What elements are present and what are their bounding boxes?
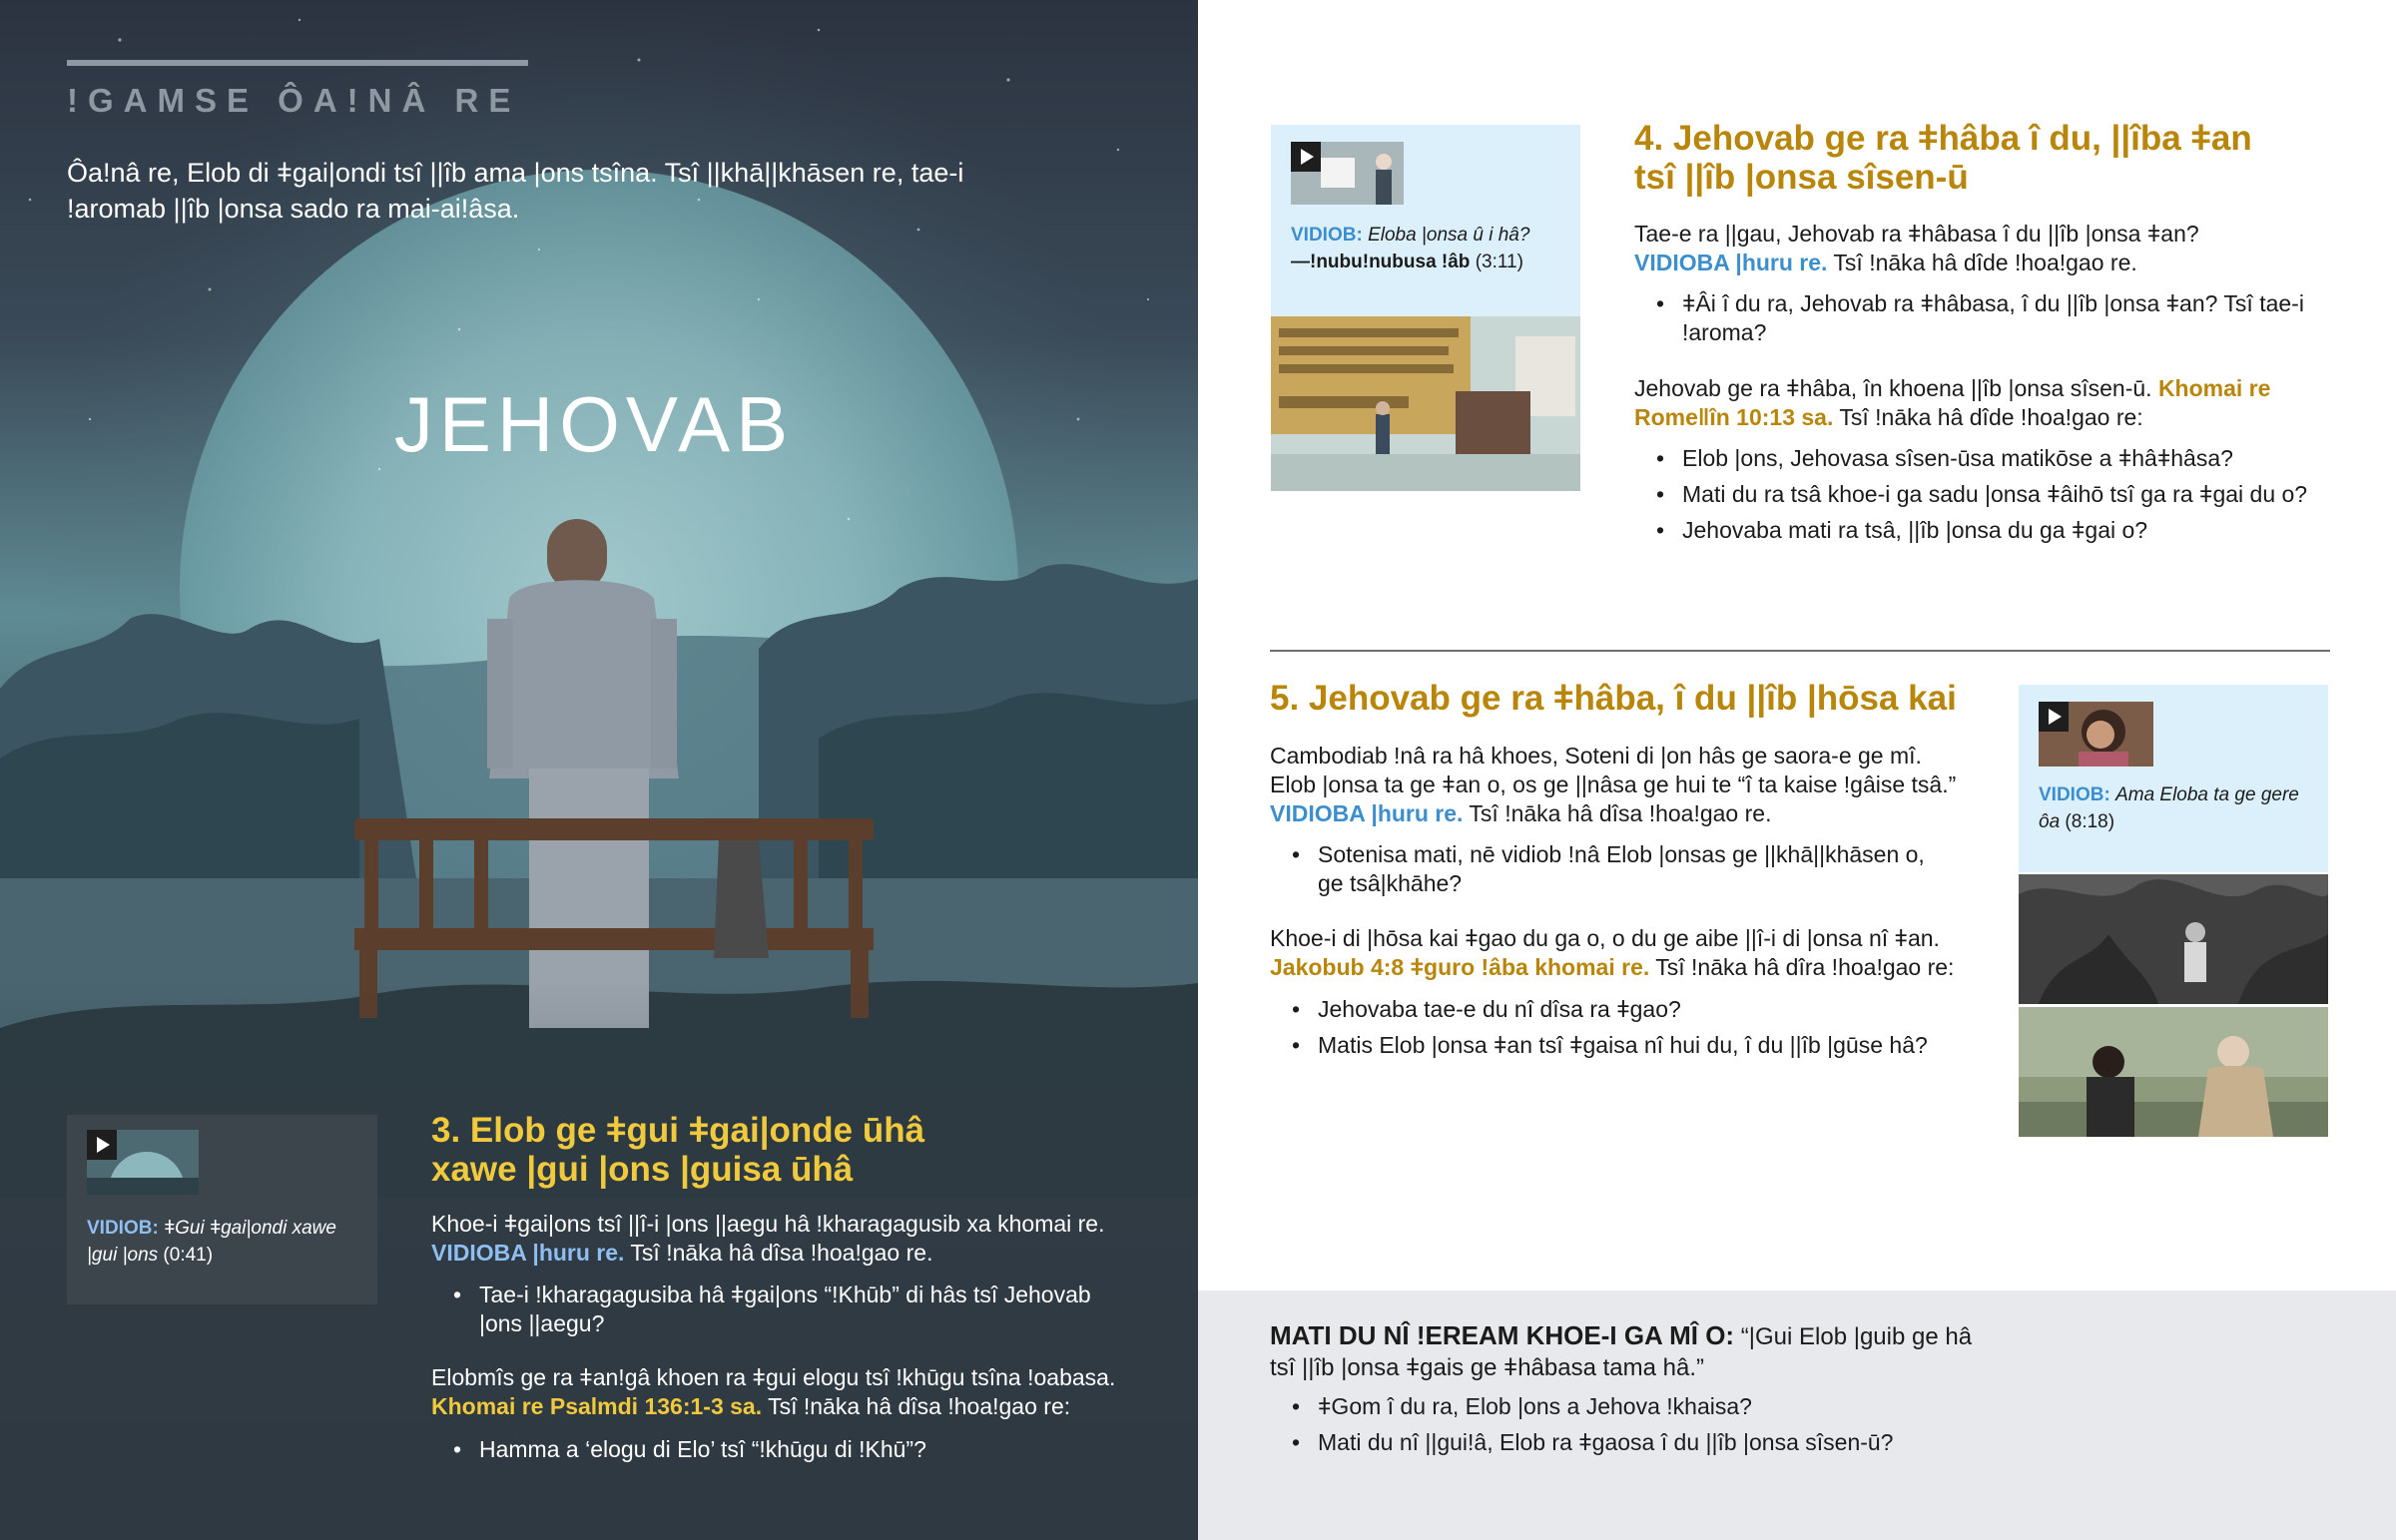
- video-card-section5[interactable]: [2019, 685, 2328, 872]
- discussion-bullets: [1270, 1392, 2009, 1464]
- section5-p2-tail: Tsî !nāka hâ dîra !hoa!gao re:: [1655, 954, 1955, 980]
- video-thumbnail[interactable]: [2039, 702, 2153, 767]
- section5-title: 5. Jehovab ge ra ǂhâba, î du ||îb |hōsa kai: [1270, 679, 1957, 718]
- section3-title-line2: xawe |gui |ons |guisa ūhâ: [431, 1150, 854, 1189]
- section3-video-link[interactable]: VIDIOBA |huru re.: [431, 1240, 625, 1266]
- video-duration: (3:11): [1475, 252, 1523, 272]
- list-item: • Sotenisa mati, nē vidiob !nâ Elob |onsas ge ||khā||khāsen o, ge tsâ|khāhe?: [1270, 840, 1949, 898]
- section5-scripture-link[interactable]: Jakobub 4:8 ǂguro !âba khomai re.: [1270, 954, 1650, 980]
- video-caption[interactable]: [2039, 781, 2318, 835]
- bible-presenter-art: [1271, 316, 1580, 491]
- video-label: VIDIOB:: [87, 1218, 159, 1239]
- video-caption[interactable]: [1291, 222, 1570, 275]
- section4-p1-text: Tae-e ra ||gau, Jehovab ra ǂhâbasa î du ||îb |onsa ǂan?: [1634, 221, 2199, 247]
- video-thumbnail[interactable]: [1291, 142, 1404, 205]
- section5-video-link[interactable]: VIDIOBA |huru re.: [1270, 800, 1464, 826]
- section4-scripture-link[interactable]: Khomai re Romeǁîn 10:13 sa.: [1634, 375, 2271, 430]
- list-item: • Tae-i !kharagagusiba hâ ǂgai|ons “!Khūb” di hâs tsî Jehovab |ons ||aegu?: [431, 1281, 1120, 1338]
- video-duration: (0:41): [163, 1245, 214, 1266]
- video-title: Eloba |onsa û i hâ?: [1368, 225, 1530, 246]
- section3-title: [431, 1111, 1130, 1189]
- list-item: • Jehovaba mati ra tsâ, ||îb |onsa du ga ǂgai o?: [1634, 516, 2353, 545]
- woman-in-garden-photo: [2019, 874, 2328, 1004]
- conversation-art: [2019, 1007, 2328, 1137]
- video-duration: (8:18): [2065, 811, 2115, 832]
- section3-p2-tail: Tsî !nāka hâ dîsa !hoa!gao re:: [768, 1393, 1071, 1419]
- discussion-heading: MATI DU NÎ !EREAM KHOE-I GA MÎ O:: [1270, 1320, 1735, 1350]
- woman-in-garden-art: [2019, 874, 2328, 1004]
- section5-bullets1: [1270, 840, 1949, 905]
- section4-video-link[interactable]: VIDIOBA |huru re.: [1634, 250, 1828, 275]
- section5-bullets2: [1270, 995, 1989, 1067]
- list-item: • Matis Elob |onsa ǂan tsî ǂgaisa nî hui du, î du ||îb |gūse hâ?: [1270, 1031, 1989, 1060]
- section3-paragraph1: [431, 1210, 1130, 1268]
- list-item: • ǂGom î du ra, Elob |ons a Jehova !khaisa?: [1270, 1392, 2009, 1421]
- section3-p1-text: Khoe-i ǂgai|ons tsî ||î-i |ons ||aegu hâ !kharagagusib xa khomai re.: [431, 1211, 1105, 1237]
- intro-paragraph: Ôa!nâ re, Elob di ǂgai|ondi tsî ||îb ama |ons tsîna. Tsî ||khā||khāsen re, tae-i !aromab ||îb |onsa sado ra mai-ai!âsa.: [67, 158, 964, 224]
- jehovab-heading: JEHOVAB: [393, 380, 795, 468]
- section5-paragraph2: [1270, 924, 1989, 982]
- list-item: • Elob |ons, Jehovasa sîsen-ūsa matikōse a ǂhâǂhâsa?: [1634, 444, 2353, 473]
- list-item: • Mati du nî ||gui!â, Elob ra ǂgaosa î du ||îb |onsa sîsen-ū?: [1270, 1428, 2009, 1457]
- section3-title-line1: 3. Elob ge ǂgui ǂgai|onde ūhâ: [431, 1111, 925, 1150]
- play-icon[interactable]: [87, 1130, 117, 1160]
- section4-p1-tail: Tsî !nāka hâ dîde !hoa!gao re.: [1833, 250, 2137, 275]
- video-subtitle: —!nubu!nubusa !âb: [1291, 252, 1471, 272]
- section4-title: [1634, 119, 2353, 197]
- section5-p1-tail: Tsî !nāka hâ dîsa !hoa!gao re.: [1469, 800, 1772, 826]
- discussion-quote-text: “|Gui Elob |guib ge hâ tsî ||îb |onsa ǂgais ge ǂhâbasa tama hâ.”: [1270, 1323, 1973, 1381]
- video-label: VIDIOB:: [2039, 784, 2110, 805]
- section4-p2-tail: Tsî !nāka hâ dîde !hoa!gao re:: [1839, 404, 2143, 430]
- list-item: • Mati du ra tsâ khoe-i ga sadu |onsa ǂâihō tsî ga ra ǂgai du o?: [1634, 480, 2353, 509]
- section3-scripture-link[interactable]: Khomai re Psalmdi 136:1-3 sa.: [431, 1393, 763, 1419]
- play-icon[interactable]: [2039, 702, 2069, 732]
- list-item: • Hamma a ‘elogu di Elo’ tsî “!khūgu di !Khū”?: [431, 1435, 1120, 1464]
- section4-paragraph1: [1634, 220, 2333, 277]
- section4-title-line2: tsî ||îb |onsa sîsen-ū: [1634, 158, 1969, 197]
- video-title: Ama Eloba ta ge gere ôa: [2039, 784, 2299, 832]
- list-item: • Jehovaba tae-e du nî dîsa ra ǂgao?: [1270, 995, 1989, 1024]
- section4-title-line1: 4. Jehovab ge ra ǂhâba î du, ||îba ǂan: [1634, 119, 2252, 158]
- section3-bullets2: [431, 1435, 1120, 1471]
- video-title: ǂGui ǂgai|ondi xawe |gui |ons: [87, 1218, 336, 1266]
- video-card-section3[interactable]: [67, 1115, 377, 1304]
- section3-p2-text: Elobmîs ge ra ǂan!gâ khoen ra ǂgui elogu tsî !khūgu tsîna !oabasa.: [431, 1364, 1116, 1390]
- section4-bullets1: [1634, 289, 2313, 354]
- section4-p2-text: Jehovab ge ra ǂhâba, în khoena ||îb |onsa sîsen-ū.: [1634, 375, 2152, 401]
- section3-paragraph2: [431, 1363, 1150, 1421]
- video-thumbnail[interactable]: [87, 1130, 199, 1195]
- section5-paragraph1: [1270, 742, 1969, 828]
- list-item: • ǂÂi î du ra, Jehovab ra ǂhâbasa, î du ||îb |onsa ǂan? Tsî tae-i !aroma?: [1634, 289, 2313, 347]
- bible-presenter-photo: [1271, 316, 1580, 491]
- kicker-rule: [67, 60, 528, 66]
- section-divider: [1270, 650, 2330, 652]
- section5-p2-text: Khoe-i di |hōsa kai ǂgao du ga o, o du ge aibe ||î-i di |onsa nî ǂan.: [1270, 925, 1940, 951]
- discussion-quote: [1270, 1320, 1989, 1383]
- video-caption[interactable]: [87, 1215, 366, 1269]
- section-kicker: !GAMSE ÔA!NÂ RE: [67, 82, 521, 119]
- section3-bullets1: [431, 1281, 1120, 1345]
- play-icon[interactable]: [1291, 142, 1321, 172]
- conversation-photo: [2019, 1007, 2328, 1137]
- video-label: VIDIOB:: [1291, 225, 1363, 246]
- section5-p1-text: Cambodiab !nâ ra hâ khoes, Soteni di |on hâs ge saora-e ge mî. Elob |onsa ta ge ǂan o, os ge ||nâsa ge hui te “î ta kaise !gâise tsâ.”: [1270, 743, 1957, 797]
- section3-p1-tail: Tsî !nāka hâ dîsa !hoa!gao re.: [630, 1240, 933, 1266]
- section4-paragraph2: [1634, 374, 2333, 432]
- video-card-section4[interactable]: [1271, 125, 1580, 316]
- section4-bullets2: [1634, 444, 2353, 552]
